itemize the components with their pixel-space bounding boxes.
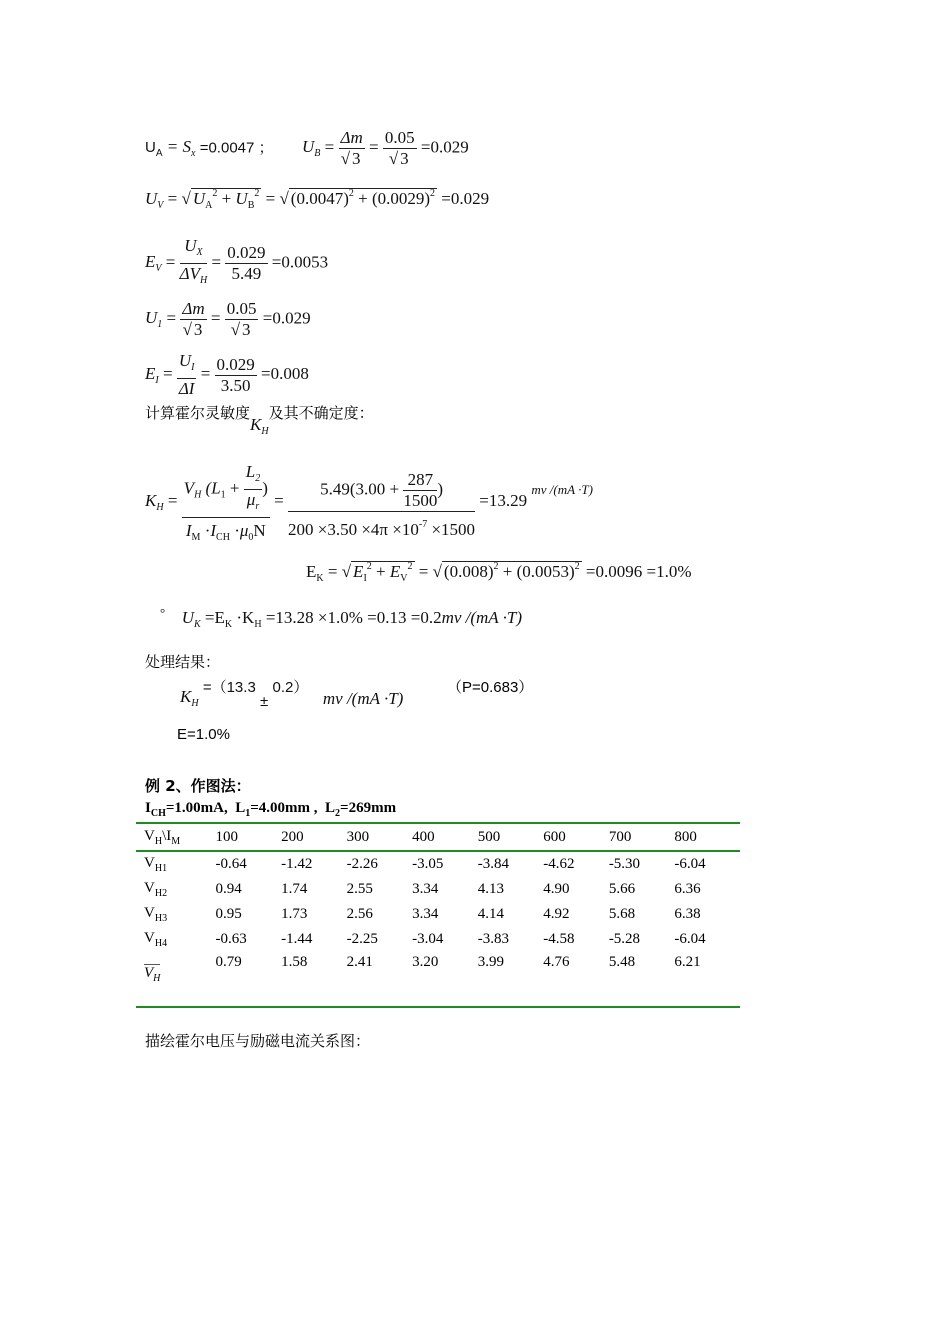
table-header-cell: 800: [674, 823, 740, 851]
table-cell: 1.58: [281, 954, 308, 970]
table-row: [136, 877, 740, 902]
kh-symbol: $K_H$: [145, 491, 164, 514]
table-cell: 3.20: [412, 954, 439, 970]
table-cell: 5.66: [608, 881, 636, 897]
u1-result: =0.029: [262, 308, 311, 328]
table-cell: -4.62: [543, 856, 575, 872]
example2-params: $I_{CH}=1.00mA$, $L_1=4.00mm$ , $L_2=269mm$: [145, 800, 397, 819]
result-unit: mv /(mA ·T): [322, 689, 404, 708]
table-cell: 5.48: [608, 954, 636, 970]
table-cell: -6.04: [674, 856, 706, 872]
table-cell: 1.73: [281, 906, 308, 922]
fraction-005-sqrt3: $\frac{0.05}{√ 3}$: [384, 128, 415, 168]
table-cell: 2.55: [346, 881, 373, 897]
fraction-ev-values: $\frac{0.029}{5.49}$: [227, 243, 266, 283]
table-cell: -4.58: [543, 931, 575, 947]
table-cell: 0.95: [215, 906, 242, 922]
table-header-cell: 300: [347, 823, 413, 851]
table-cell: -3.04: [412, 931, 444, 947]
formula-u1: $U_1$ = $\frac{\Delta m}{√ 3}$ = $\frac{0.05}{√ 3}$ =0.029: [145, 299, 311, 339]
equals-sign: =: [324, 137, 335, 157]
fraction-ei-values: $\frac{0.029}{3.50}$: [216, 354, 255, 395]
table-cell: 3.34: [412, 881, 439, 897]
table-cell: 0.79: [215, 954, 242, 970]
table-row: [136, 851, 740, 877]
table-cell: 6.38: [674, 906, 701, 922]
ev-symbol: $E_V$: [145, 252, 162, 275]
uk-unit: mv /(mA ·T): [441, 608, 523, 627]
table-cell: -1.42: [281, 856, 313, 872]
result-confidence: （P=0.683）: [447, 679, 534, 696]
plot-instruction: 描绘霍尔电压与励磁电流关系图：: [145, 1032, 371, 1050]
table-header-row: [136, 823, 740, 851]
result-relative-error: E=1.0%: [177, 726, 230, 743]
result-kh-symbol: $K_H$: [180, 687, 199, 709]
table-cell: -0.64: [215, 856, 247, 872]
table-cell: 2.56: [346, 906, 373, 922]
table-cell: 3.99: [477, 954, 504, 970]
kh-result: =13.29: [479, 491, 528, 511]
table-cell: -3.83: [477, 931, 509, 947]
table-cell: -6.04: [674, 931, 706, 947]
table-cell: 6.36: [674, 881, 701, 897]
table-header-label: $V_H\backslash I_M$: [136, 823, 216, 851]
table-row: [136, 902, 740, 927]
table-cell: 0.94: [215, 881, 242, 897]
sx-symbol: = $S_x$: [166, 137, 196, 160]
sqrt-ua-ub: $U_A^2 + U_B^2$: [192, 188, 260, 211]
row-label-mean: $V_H$: [144, 965, 161, 984]
sqrt-ek-values: $(0.008)^2 + (0.0053)^2$: [443, 561, 580, 581]
ek-result: =0.0096 =1.0%: [585, 562, 692, 581]
row-label: $V_{H1}$: [144, 855, 168, 874]
table-row: [136, 927, 740, 952]
table-cell: -0.63: [215, 931, 247, 947]
table-cell: -3.05: [412, 856, 444, 872]
table-header-cell: 600: [543, 823, 609, 851]
ua-value: =0.0047 ；: [199, 139, 274, 157]
table-cell: -2.25: [346, 931, 378, 947]
table-cell: -5.28: [608, 931, 641, 947]
u1-symbol: $U_1$: [145, 308, 163, 331]
table-cell: 4.13: [477, 881, 504, 897]
table-cell: 4.92: [543, 906, 570, 922]
fraction-kh-symbolic: $V_H$ ($L_1$ + $\frac{L_2}{\mu_r}$ ) $I_M \cdot I_{CH} \cdot\mu_0N$: [183, 462, 268, 543]
table-header-cell: 500: [478, 823, 544, 851]
table-cell: -2.26: [346, 856, 378, 872]
fraction-kh-numeric: 5.49(3.00 + $\frac{287}{1500}$ ) $200 \times 3.50 \times 4\pi \times 10^{-7} \times 1500$: [288, 470, 476, 539]
kh-intro-text: 计算霍尔灵敏度$K_H$及其不确定度：: [145, 404, 374, 437]
fraction-ux-dvh: $\frac{U_X}{\Delta V_H}$: [179, 236, 208, 286]
formula-ek: $E_K$ = √ $E_I^2 + E_V^2$ = √ $(0.008)^2 + (0.0053)^2 =0.0096 =1.0\%$: [306, 561, 692, 584]
sqrt-values: $(0.0047)^2 + (0.0029)^2$: [290, 188, 436, 208]
hall-voltage-table: [136, 822, 740, 1008]
fraction-005-sqrt3-b: $\frac{0.05}{√ 3}$: [226, 299, 257, 339]
ev-result: =0.0053: [271, 252, 329, 272]
table-cell: 6.21: [674, 954, 701, 970]
formula-ei: $E_I$ = $\frac{U_I}{\Delta I}$ = $\frac{0.029}{3.50}$ =0.008: [145, 351, 309, 398]
result-kh: $K_H =(13.3 \pm 0.2)$ mv /(mA ·T): [180, 679, 404, 710]
table-cell: 4.90: [543, 881, 570, 897]
table-cell: 4.14: [477, 906, 504, 922]
formula-kh: $K_H$ = $V_H$ ($L_1$ + $\frac{L_2}{\mu_r}$ ) $I_M \cdot I_{CH} \cdot\mu_0N$ = 5.49(3.00 + $\frac{287}{1500}$ ) $200 \times 3.50 \times 4\pi \times 10^{-7} \times 1500$ =13.29 $^{mv /(mA \cdot T)}$: [145, 462, 593, 551]
table-header-cell: 200: [281, 823, 347, 851]
formula-ev: $E_V$ = $\frac{U_X}{\Delta V_H}$ = $\frac{0.029}{5.49}$ =0.0053: [145, 236, 328, 291]
table-row-mean: [136, 952, 740, 1007]
uk-symbol: $U_K$: [181, 608, 201, 630]
ei-result: =0.008: [261, 363, 309, 383]
table-cell: 2.41: [346, 954, 373, 970]
fraction-delta-m-sqrt3: $\frac{\Delta m}{√ 3}$: [340, 128, 363, 168]
formula-uk: ° $U_K =E_K \cdot K_H =13.28 \times 1.0\% =0.13 =0.2mv$ /(mA ·T): [160, 605, 523, 630]
result-heading: 处理结果：: [145, 653, 221, 671]
table-header-cell: 400: [412, 823, 478, 851]
ua-symbol: $U_A$: [145, 139, 163, 160]
row-label: $V_{H2}$: [144, 880, 168, 899]
table-cell: -1.44: [281, 931, 313, 947]
ub-result: =0.029: [420, 137, 469, 157]
table-header-cell: 700: [609, 823, 675, 851]
table-cell: 5.68: [608, 906, 636, 922]
uk-result: =13.28 ×1.0% =0.13 =0.2: [265, 608, 442, 627]
fraction-ui-di: $\frac{U_I}{\Delta I}$: [178, 351, 195, 398]
table-cell: -3.84: [477, 856, 509, 872]
formula-ua-ub: [145, 128, 469, 168]
example2-title: 例 2、作图法：: [145, 777, 251, 795]
row-label: $V_{H3}$: [144, 905, 168, 924]
table-cell: 4.76: [543, 954, 570, 970]
table-cell: 1.74: [281, 881, 308, 897]
row-label: $V_{H4}$: [144, 930, 168, 949]
ei-symbol: $E_I$: [145, 363, 159, 386]
uv-result: =0.029: [441, 189, 490, 208]
table-header-cell: 100: [216, 823, 282, 851]
sqrt-ei-ev: $E_I^2 + E_V^2$: [353, 561, 413, 584]
formula-uv: $U_V$ = √ $U_A^2 + U_B^2$ = √ $(0.0047)^2 + (0.0029)^2 =0.029$: [145, 188, 490, 211]
table-cell: -5.30: [608, 856, 641, 872]
table-cell: 3.34: [412, 906, 439, 922]
ek-symbol: $E_K$: [306, 562, 324, 584]
kh-unit: mv /(mA ·T): [531, 482, 593, 498]
uv-symbol: $U_V$: [145, 189, 164, 211]
fraction-dm-sqrt3: $\frac{\Delta m}{√ 3}$: [182, 299, 205, 339]
equals-sign: =: [369, 137, 379, 157]
ub-symbol: $U_B$: [302, 137, 321, 160]
